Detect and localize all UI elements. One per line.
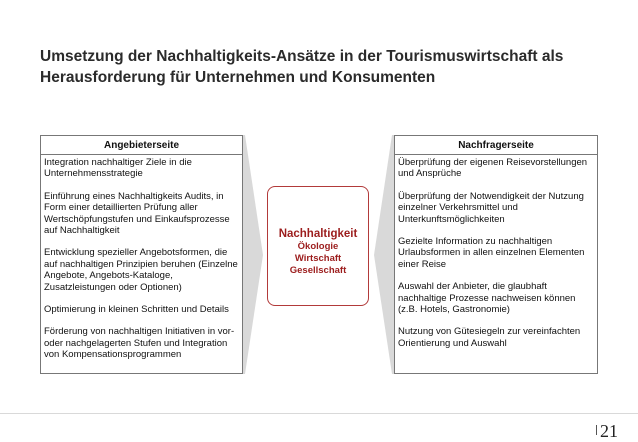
list-item: Integration nachhaltiger Ziele in die Unternehmensstrategie [44,157,192,180]
center-box [267,186,369,306]
list-item: Gezielte Information zu nachhaltigen Urlaubsformen in allen einzelnen Elementen einer Reise [398,236,585,270]
list-item: Auswahl der Anbieter, die glaubhaft nachhaltige Prozesse nachweisen können (z.B. Hotels, Gastronomie) [398,281,576,316]
center-item-economy: Wirtschaft [294,253,342,264]
page-number: 21 [600,421,618,441]
center-item-society: Gesellschaft [289,265,347,276]
page-title-line-1: Umsetzung der Nachhaltigkeits-Ansätze in der Tourismuswirtschaft als [40,48,564,65]
list-item: Einführung eines Nachhaltigkeits Audits, in Form einer detaillierten Prüfung aller Wertschöpfungstufen und Einkaufsprozesse auf Nachhaltigkeit [44,190,230,237]
list-item: Förderung von nachhaltigen Initiativen in vor- oder nachgelagerten Stufen und Integration von Kompensationsprogrammen [44,326,235,361]
right-column-header: Nachfragerseite [394,135,598,155]
list-item: Überprüfung der Notwendigkeit der Nutzung einzelner Verkehrsmittel und Unterkunftsmöglichkeiten [398,190,584,225]
list-item: Nutzung von Gütesiegeln zur vereinfachten Orientierung und Auswahl [398,326,581,349]
page-number-tick [596,425,597,435]
left-column-header: Angebieterseite [40,135,243,155]
center-item-ecology: Ökologie [297,241,339,252]
footer-divider [0,413,638,414]
list-item: Optimierung in kleinen Schritten und Details [44,304,229,316]
page-title-line-2: Herausforderung für Unternehmen und Konsumenten [40,69,436,86]
list-item: Entwicklung spezieller Angebotsformen, die auf nachhaltigen Prinzipien beruhen (Einzelne Angebote, Angebots-Kataloge, Zusatzleistungen oder Optionen) [44,247,238,293]
center-title: Nachhaltigkeit [278,228,358,240]
right-column-list [394,154,598,374]
left-column-list [40,154,243,374]
list-item: Überprüfung der eigenen Reisevorstellungen und Ansprüche [398,157,588,180]
